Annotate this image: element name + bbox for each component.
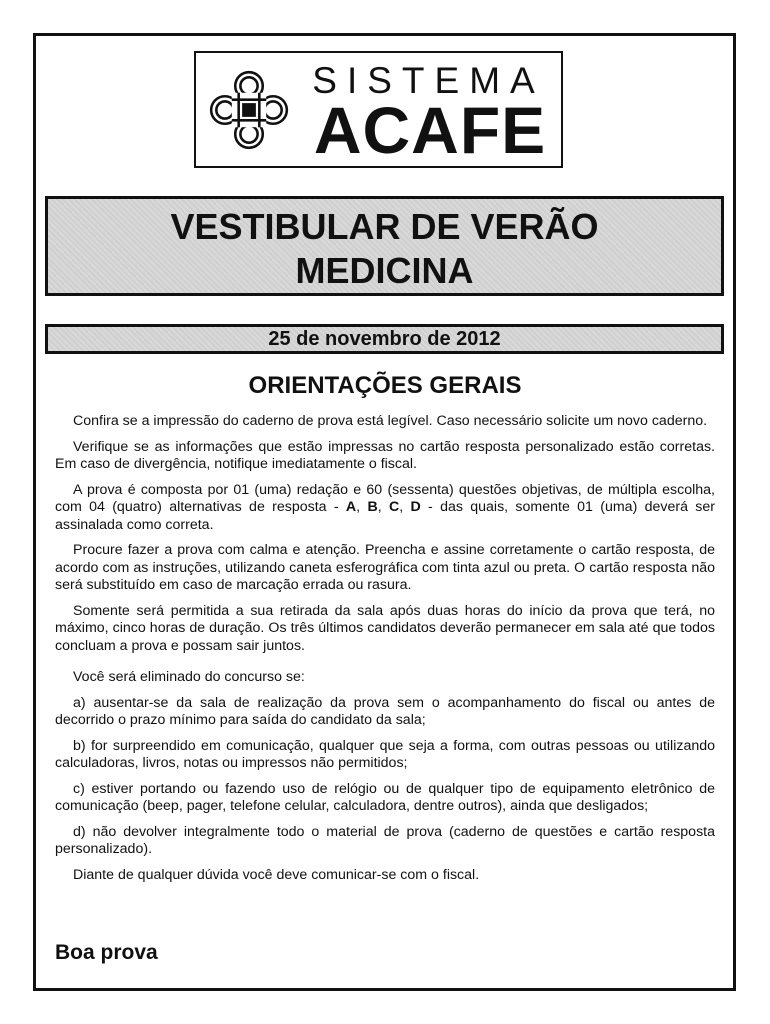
exam-subtitle: MEDICINA (295, 250, 474, 291)
paragraph-text: A prova é composta por 01 (uma) redação e 60 (sessenta) questões objetivas, de múltipla escolha, com 04 (quatro) alternativas de resposta - (55, 481, 715, 515)
exam-date: 25 de novembro de 2012 (45, 324, 724, 354)
logo-acafe-text: ACAFE (313, 93, 547, 167)
instruction-paragraph: Somente será permitida a sua retirada da sala após duas horas do início da prova que terá, no máximo, cinco horas de duração. Os três últimos candidatos deverão permanecer em sala até que todos concluam a prova e possam sair juntos. (55, 602, 715, 654)
acafe-logo (194, 51, 563, 168)
logo-sistema-text: SISTEMA (312, 60, 545, 101)
instruction-paragraph: Diante de qualquer dúvida você deve comunicar-se com o fiscal. (73, 866, 480, 883)
option-a: A (345, 499, 357, 515)
cross-emblem-icon (206, 67, 292, 153)
elimination-item: d) não devolver integralmente todo o material de prova (caderno de questões e cartão resposta personalizado). (55, 823, 715, 857)
instruction-paragraph: Procure fazer a prova com calma e atenção. Preencha e assine corretamente o cartão resposta, de acordo com as instruções, utilizando caneta esferográfica com tinta azul ou preta. O cartão resposta não será substituído em caso de marcação errada ou rasura. (55, 542, 715, 593)
option-d: D (410, 499, 421, 515)
exam-title: VESTIBULAR DE VERÃO (170, 206, 599, 247)
option-c: C (388, 499, 400, 515)
section-heading: ORIENTAÇÕES GERAIS (248, 372, 522, 399)
instruction-paragraph: A prova é composta por 01 (uma) redação e 60 (sessenta) questões objetivas, de múltipla escolha, com 04 (quatro) alternativas de resposta - A, B, C, D - das quais, somente 01 (uma) deverá ser assinalada como correta. (55, 481, 716, 533)
elimination-item: b) for surpreendido em comunicação, qualquer que seja a forma, com outras pessoas ou utilizando calculadoras, livros, notas ou impressos não permitidos; (55, 737, 715, 771)
instruction-paragraph: Verifique se as informações que estão impressas no cartão resposta personalizado estão corretas. Em caso de divergência, notifique imediatamente o fiscal. (55, 438, 715, 472)
option-b: B (367, 499, 378, 515)
elimination-item: a) ausentar-se da sala de realização da prova sem o acompanhamento do fiscal ou antes de decorrido o prazo mínimo para saída do candidato da sala; (55, 694, 715, 728)
instructions-body (55, 413, 715, 892)
closing-text: Boa prova (55, 941, 158, 964)
elimination-item: c) estiver portando ou fazendo uso de relógio ou de qualquer tipo de equipamento eletrônico de comunicação (beep, pager, telefone celular, calculadora, dentre outros), ainda que desligados; (55, 780, 715, 814)
title-box (45, 196, 724, 296)
instruction-paragraph: Confira se a impressão do caderno de prova está legível. Caso necessário solicite um novo caderno. (73, 413, 708, 429)
instruction-paragraph: Você será eliminado do concurso se: (73, 669, 305, 685)
paragraph-text: - das quais, somente 01 (uma) deverá ser assinalada como correta. (55, 499, 716, 533)
